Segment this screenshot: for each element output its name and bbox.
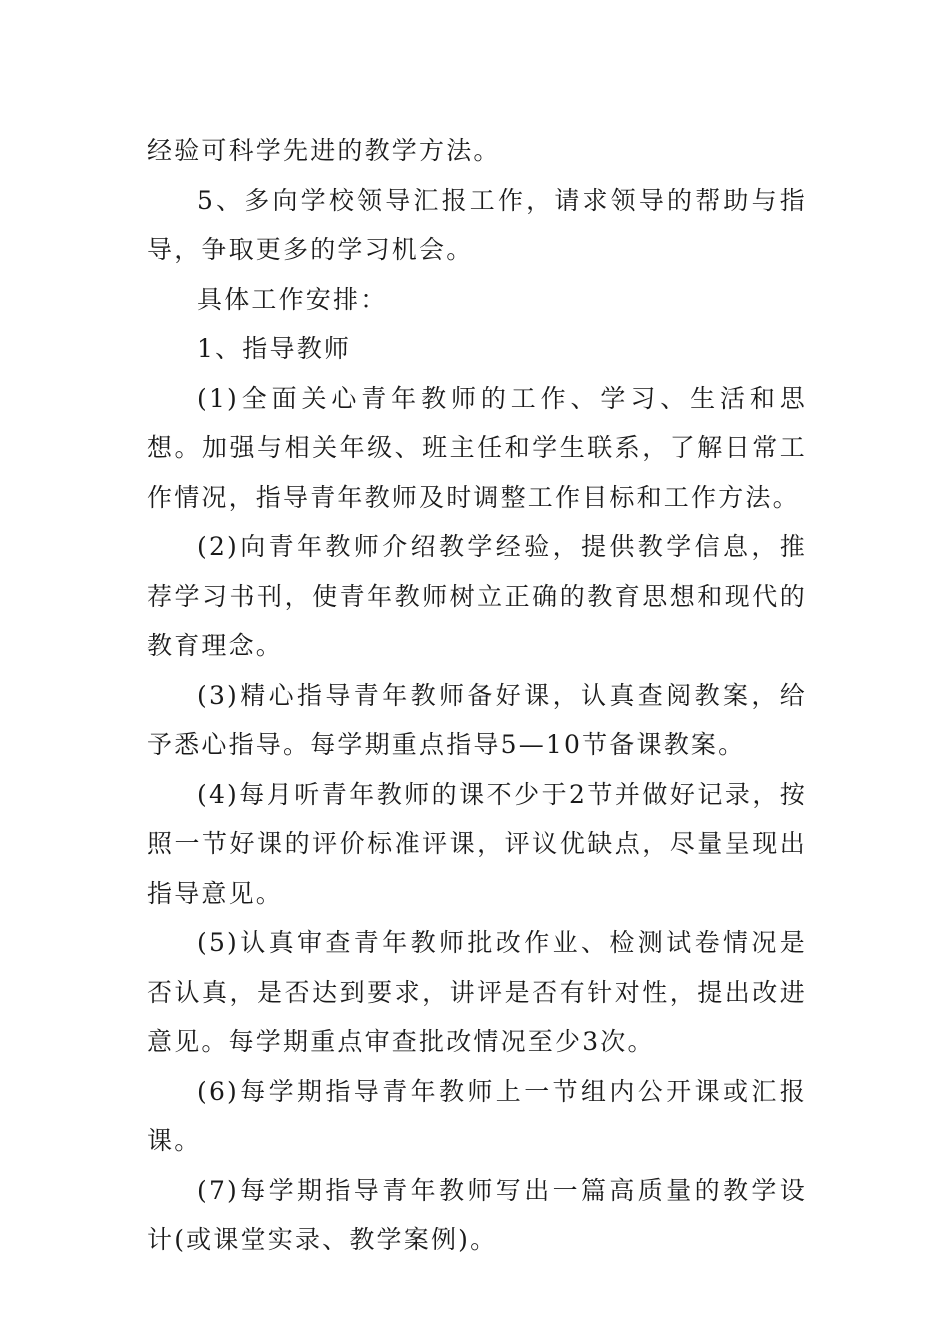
paragraph: 经验可科学先进的教学方法。 xyxy=(147,136,501,165)
paragraph: (7)每学期指导青年教师写出一篇高质量的教学设计(或课堂实录、教学案例)。 xyxy=(147,1175,807,1254)
paragraph: (1)全面关心青年教师的工作、学习、生活和思想。加强与相关年级、班主任和学生联系，了解日常工作情况，指导青年教师及时调整工作目标和工作方法。 xyxy=(147,383,807,512)
paragraph: 5、多向学校领导汇报工作，请求领导的帮助与指导，争取更多的学习机会。 xyxy=(147,185,807,264)
paragraph: (2)向青年教师介绍教学经验，提供教学信息，推荐学习书刊，使青年教师树立正确的教育思想和现代的教育理念。 xyxy=(147,532,807,660)
document-body xyxy=(147,126,807,1265)
paragraph: (4)每月听青年教师的课不少于2节并做好记录，按照一节好课的评价标准评课，评议优缺点，尽量呈现出指导意见。 xyxy=(147,779,807,908)
section-heading: 具体工作安排： xyxy=(197,284,388,314)
paragraph: (5)认真审查青年教师批改作业、检测试卷情况是否认真，是否达到要求，讲评是否有针对性，提出改进意见。每学期重点审查批改情况至少3次。 xyxy=(147,928,807,1056)
paragraph: (3)精心指导青年教师备好课，认真查阅教案，给予悉心指导。每学期重点指导5—10节备课教案。 xyxy=(147,680,807,759)
subsection-heading: 1、指导教师 xyxy=(197,334,352,363)
paragraph: (6)每学期指导青年教师上一节组内公开课或汇报课。 xyxy=(147,1076,807,1155)
